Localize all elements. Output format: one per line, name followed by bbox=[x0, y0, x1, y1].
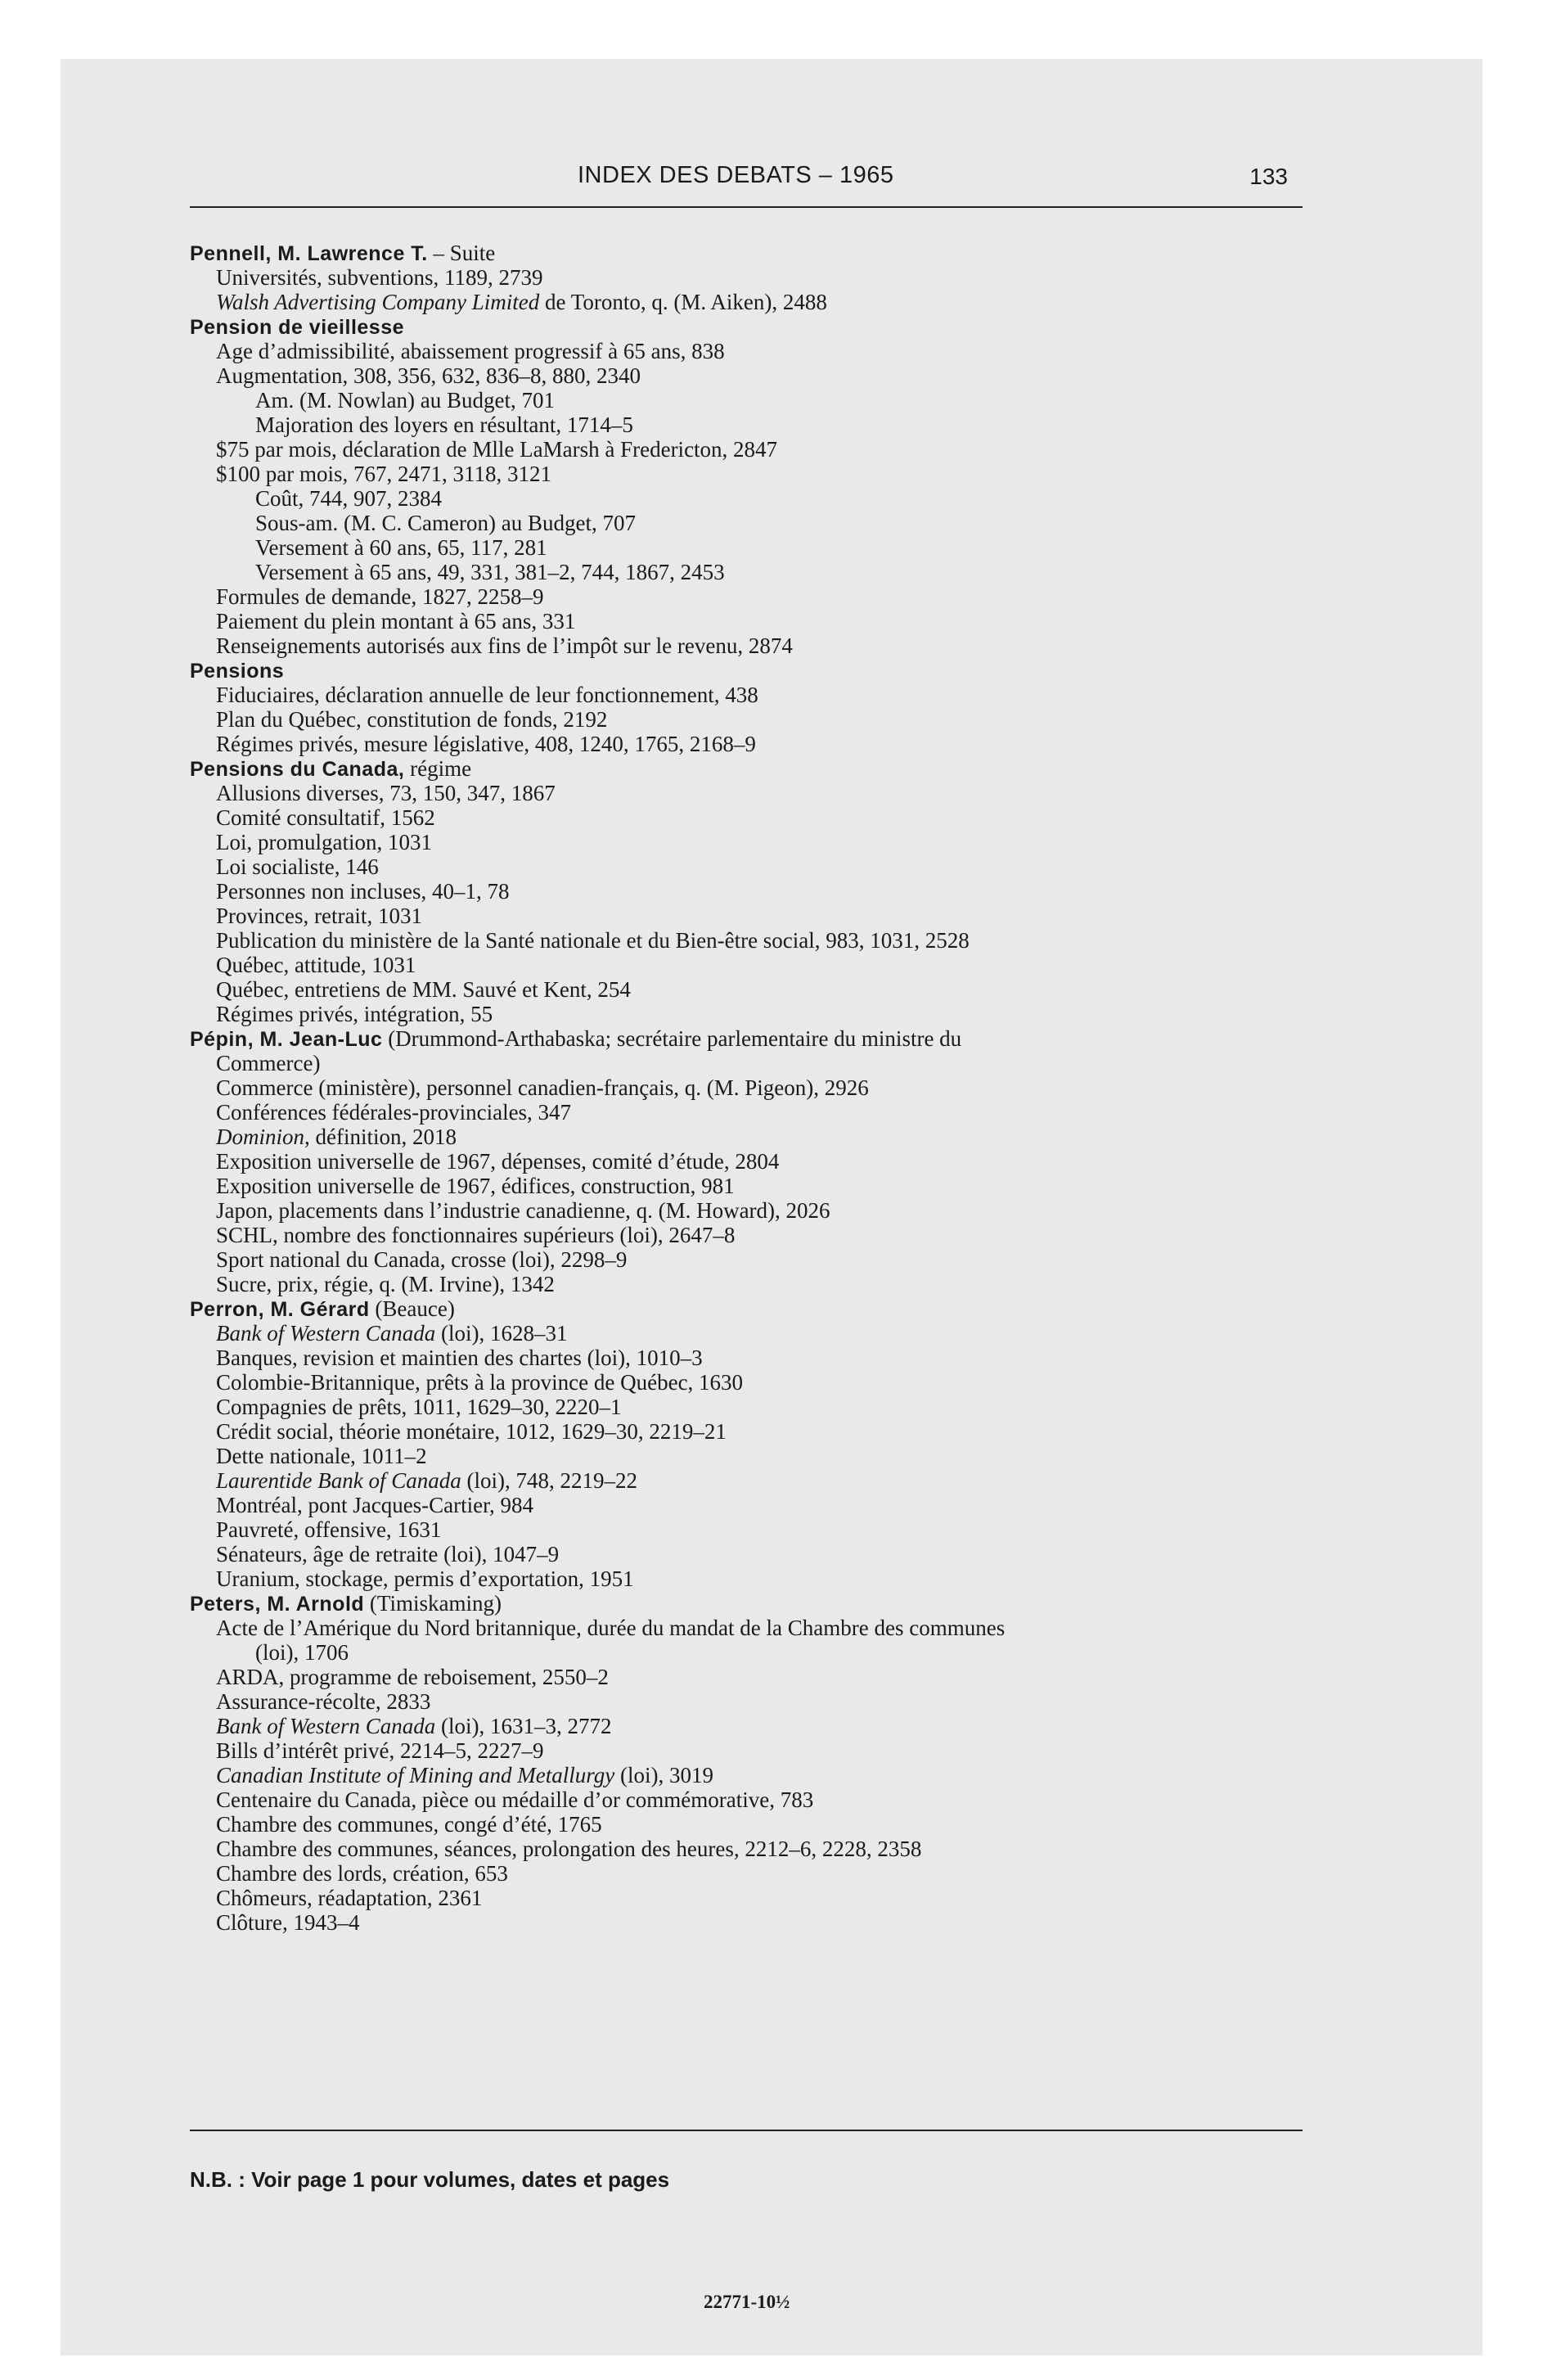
entry-text: Coût, 744, 907, 2384 bbox=[255, 486, 443, 511]
entry-text: Commerce (ministère), personnel canadien-français, q. (M. Pigeon), 2926 bbox=[216, 1075, 869, 1100]
footer-rule bbox=[190, 2130, 1303, 2131]
index-heading bbox=[190, 1026, 1319, 1051]
index-subentry bbox=[190, 953, 1319, 977]
index-subentry bbox=[190, 1444, 1319, 1468]
entry-text: (loi), 3019 bbox=[614, 1763, 713, 1787]
index-subentry bbox=[190, 732, 1319, 756]
entry-text: de Toronto, q. (M. Aiken), 2488 bbox=[539, 290, 827, 314]
index-subsubentry bbox=[190, 560, 1319, 584]
entry-text: Chambre des communes, séances, prolongation des heures, 2212–6, 2228, 2358 bbox=[216, 1837, 922, 1861]
index-subentry bbox=[190, 1002, 1319, 1026]
index-subsubentry bbox=[190, 412, 1319, 437]
index-subentry bbox=[190, 1665, 1319, 1689]
index-subentry bbox=[190, 1837, 1319, 1861]
entry-text: $75 par mois, déclaration de Mlle LaMarsh à Fredericton, 2847 bbox=[216, 437, 778, 462]
index-heading bbox=[190, 658, 1319, 683]
entry-text: Allusions diverses, 73, 150, 347, 1867 bbox=[216, 781, 556, 805]
index-subentry bbox=[190, 1861, 1319, 1886]
entry-text: Chômeurs, réadaptation, 2361 bbox=[216, 1886, 483, 1910]
entry-text: Centenaire du Canada, pièce ou médaille d’or commémorative, 783 bbox=[216, 1787, 814, 1812]
index-body bbox=[190, 241, 1319, 1935]
index-subentry bbox=[190, 1517, 1319, 1542]
index-subsubentry bbox=[190, 511, 1319, 535]
index-subentry bbox=[190, 339, 1319, 363]
running-title: INDEX DES DEBATS – 1965 bbox=[578, 162, 894, 188]
entry-text: Montréal, pont Jacques-Cartier, 984 bbox=[216, 1493, 534, 1517]
index-subentry bbox=[190, 1714, 1319, 1738]
index-subentry bbox=[190, 781, 1319, 805]
entry-text: Personnes non incluses, 40–1, 78 bbox=[216, 879, 510, 904]
index-subentry bbox=[190, 1812, 1319, 1837]
index-heading bbox=[190, 1591, 1319, 1616]
index-subentry bbox=[190, 1419, 1319, 1444]
index-subentry bbox=[190, 1566, 1319, 1591]
index-subentry bbox=[190, 1247, 1319, 1272]
index-subentry bbox=[190, 1149, 1319, 1174]
index-subentry bbox=[190, 977, 1319, 1002]
index-heading bbox=[190, 314, 1319, 339]
entry-text: Sport national du Canada, crosse (loi), 2298–9 bbox=[216, 1247, 628, 1272]
entry-text: $100 par mois, 767, 2471, 3118, 3121 bbox=[216, 462, 551, 486]
index-subentry bbox=[190, 805, 1319, 830]
entry-text: Universités, subventions, 1189, 2739 bbox=[216, 265, 543, 290]
index-subentry bbox=[190, 1321, 1319, 1346]
index-subentry bbox=[190, 1910, 1319, 1935]
heading-rest: régime bbox=[404, 756, 472, 781]
index-subentry bbox=[190, 1346, 1319, 1370]
entry-text: (loi), 1631–3, 2772 bbox=[435, 1714, 612, 1738]
entry-text: Japon, placements dans l’industrie canadienne, q. (M. Howard), 2026 bbox=[216, 1198, 830, 1223]
entry-text: Plan du Québec, constitution de fonds, 2192 bbox=[216, 707, 608, 732]
heading-name: Peters, M. Arnold bbox=[190, 1593, 365, 1616]
entry-text: ARDA, programme de reboisement, 2550–2 bbox=[216, 1665, 609, 1689]
entry-text: Commerce) bbox=[216, 1051, 321, 1075]
entry-text: Sucre, prix, régie, q. (M. Irvine), 1342 bbox=[216, 1272, 555, 1296]
index-subentry bbox=[190, 1223, 1319, 1247]
entry-text: Régimes privés, mesure législative, 408, 1240, 1765, 2168–9 bbox=[216, 732, 756, 756]
entry-text: Exposition universelle de 1967, édifices, construction, 981 bbox=[216, 1174, 735, 1198]
entry-text: (loi), 748, 2219–22 bbox=[461, 1468, 637, 1493]
italic-text: Dominion bbox=[216, 1125, 304, 1149]
entry-text: Acte de l’Amérique du Nord britannique, durée du mandat de la Chambre des communes bbox=[216, 1616, 1006, 1640]
index-subentry bbox=[190, 707, 1319, 732]
index-subentry bbox=[190, 1787, 1319, 1812]
entry-text: Conférences fédérales-provinciales, 347 bbox=[216, 1100, 572, 1125]
index-subentry bbox=[190, 1370, 1319, 1395]
entry-text: Banques, revision et maintien des chartes (loi), 1010–3 bbox=[216, 1346, 703, 1370]
index-subentry bbox=[190, 290, 1319, 314]
italic-text: Bank of Western Canada bbox=[216, 1321, 436, 1346]
heading-name: Pépin, M. Jean-Luc bbox=[190, 1028, 383, 1051]
index-subentry bbox=[190, 830, 1319, 854]
index-subentry bbox=[190, 1738, 1319, 1763]
entry-text: Crédit social, théorie monétaire, 1012, 1629–30, 2219–21 bbox=[216, 1419, 727, 1444]
index-subentry bbox=[190, 1198, 1319, 1223]
index-subentry bbox=[190, 1468, 1319, 1493]
index-continuation bbox=[190, 1051, 1319, 1075]
entry-text: Majoration des loyers en résultant, 1714–5 bbox=[255, 412, 633, 437]
entry-text: Bills d’intérêt privé, 2214–5, 2227–9 bbox=[216, 1738, 544, 1763]
index-subentry bbox=[190, 854, 1319, 879]
italic-text: Bank of Western Canada bbox=[216, 1714, 436, 1738]
entry-text: Pauvreté, offensive, 1631 bbox=[216, 1517, 442, 1542]
index-subentry bbox=[190, 584, 1319, 609]
heading-name: Pensions bbox=[190, 660, 285, 683]
entry-text: (loi), 1706 bbox=[255, 1640, 349, 1665]
index-heading bbox=[190, 1296, 1319, 1321]
entry-text: Publication du ministère de la Santé nationale et du Bien-être social, 983, 1031, 2528 bbox=[216, 928, 970, 953]
page-number: 133 bbox=[1249, 164, 1288, 189]
heading-rest: (Timiskaming) bbox=[364, 1591, 502, 1616]
index-subentry bbox=[190, 1542, 1319, 1566]
print-code: 22771-10½ bbox=[704, 2292, 790, 2312]
index-subentry bbox=[190, 1125, 1319, 1149]
index-subentry bbox=[190, 1100, 1319, 1125]
index-subentry bbox=[190, 462, 1319, 486]
entry-text: Renseignements autorisés aux fins de l’impôt sur le revenu, 2874 bbox=[216, 633, 793, 658]
entry-text: Provinces, retrait, 1031 bbox=[216, 904, 422, 928]
index-subentry bbox=[190, 1272, 1319, 1296]
entry-text: Fiduciaires, déclaration annuelle de leur fonctionnement, 438 bbox=[216, 683, 758, 707]
heading-name: Pennell, M. Lawrence T. bbox=[190, 242, 428, 265]
entry-text: Clôture, 1943–4 bbox=[216, 1910, 360, 1935]
index-subentry bbox=[190, 1616, 1319, 1640]
entry-text: Régimes privés, intégration, 55 bbox=[216, 1002, 493, 1026]
index-subentry bbox=[190, 363, 1319, 388]
entry-text: Loi socialiste, 146 bbox=[216, 854, 379, 879]
entry-text: Uranium, stockage, permis d’exportation, 1951 bbox=[216, 1566, 634, 1591]
heading-rest: (Beauce) bbox=[369, 1296, 455, 1321]
entry-text: Compagnies de prêts, 1011, 1629–30, 2220–1 bbox=[216, 1395, 622, 1419]
italic-text: Canadian Institute of Mining and Metallurgy bbox=[216, 1763, 615, 1787]
heading-rest: (Drummond-Arthabaska; secrétaire parlementaire du ministre du bbox=[382, 1026, 962, 1051]
heading-rest: – Suite bbox=[427, 241, 496, 265]
entry-text: Québec, attitude, 1031 bbox=[216, 953, 416, 977]
page-header bbox=[190, 154, 1303, 203]
entry-text: Augmentation, 308, 356, 632, 836–8, 880, 2340 bbox=[216, 363, 641, 388]
entry-text: , définition, 2018 bbox=[304, 1125, 457, 1149]
entry-text: Versement à 65 ans, 49, 331, 381–2, 744, 1867, 2453 bbox=[255, 560, 725, 584]
entry-text: Exposition universelle de 1967, dépenses, comité d’étude, 2804 bbox=[216, 1149, 780, 1174]
entry-text: Am. (M. Nowlan) au Budget, 701 bbox=[255, 388, 555, 412]
index-heading bbox=[190, 241, 1319, 265]
index-subsubentry bbox=[190, 1640, 1319, 1665]
index-heading bbox=[190, 756, 1319, 781]
index-subentry bbox=[190, 1493, 1319, 1517]
entry-text: Sous-am. (M. C. Cameron) au Budget, 707 bbox=[255, 511, 636, 535]
entry-text: Formules de demande, 1827, 2258–9 bbox=[216, 584, 544, 609]
entry-text: Québec, entretiens de MM. Sauvé et Kent, 254 bbox=[216, 977, 631, 1002]
entry-text: Comité consultatif, 1562 bbox=[216, 805, 435, 830]
index-subentry bbox=[190, 1174, 1319, 1198]
entry-text: (loi), 1628–31 bbox=[435, 1321, 568, 1346]
italic-text: Laurentide Bank of Canada bbox=[216, 1468, 461, 1493]
entry-text: Chambre des lords, création, 653 bbox=[216, 1861, 508, 1886]
index-subsubentry bbox=[190, 486, 1319, 511]
index-subsubentry bbox=[190, 535, 1319, 560]
index-subentry bbox=[190, 1763, 1319, 1787]
heading-name: Pensions du Canada, bbox=[190, 758, 405, 781]
entry-text: Assurance-récolte, 2833 bbox=[216, 1689, 431, 1714]
index-subentry bbox=[190, 437, 1319, 462]
header-rule bbox=[190, 206, 1303, 208]
entry-text: Loi, promulgation, 1031 bbox=[216, 830, 432, 854]
index-subentry bbox=[190, 683, 1319, 707]
index-subentry bbox=[190, 609, 1319, 633]
index-subentry bbox=[190, 633, 1319, 658]
index-subentry bbox=[190, 1689, 1319, 1714]
index-subentry bbox=[190, 928, 1319, 953]
italic-text: Walsh Advertising Company Limited bbox=[216, 290, 540, 314]
entry-text: SCHL, nombre des fonctionnaires supérieurs (loi), 2647–8 bbox=[216, 1223, 736, 1247]
index-subentry bbox=[190, 1395, 1319, 1419]
entry-text: Age d’admissibilité, abaissement progressif à 65 ans, 838 bbox=[216, 339, 725, 363]
entry-text: Colombie-Britannique, prêts à la province de Québec, 1630 bbox=[216, 1370, 744, 1395]
index-subentry bbox=[190, 1075, 1319, 1100]
footnote: N.B. : Voir page 1 pour volumes, dates et pages bbox=[190, 2167, 670, 2192]
heading-name: Perron, M. Gérard bbox=[190, 1298, 370, 1321]
entry-text: Sénateurs, âge de retraite (loi), 1047–9 bbox=[216, 1542, 560, 1566]
entry-text: Paiement du plein montant à 65 ans, 331 bbox=[216, 609, 576, 633]
entry-text: Chambre des communes, congé d’été, 1765 bbox=[216, 1812, 602, 1837]
index-subentry bbox=[190, 879, 1319, 904]
index-subentry bbox=[190, 1886, 1319, 1910]
entry-text: Versement à 60 ans, 65, 117, 281 bbox=[255, 535, 547, 560]
index-subsubentry bbox=[190, 388, 1319, 412]
heading-name: Pension de vieillesse bbox=[190, 316, 405, 339]
entry-text: Dette nationale, 1011–2 bbox=[216, 1444, 427, 1468]
index-subentry bbox=[190, 904, 1319, 928]
index-subentry bbox=[190, 265, 1319, 290]
